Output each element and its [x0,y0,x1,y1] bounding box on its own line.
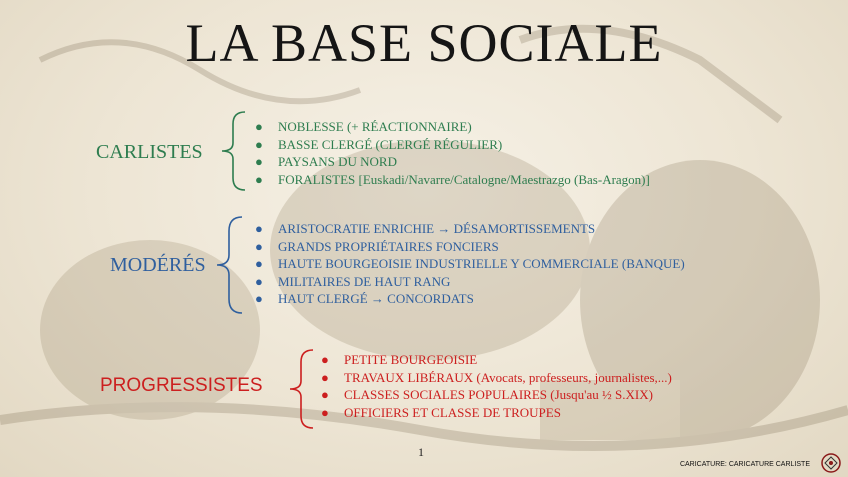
bullet-icon: ● [255,238,263,254]
bullet-icon: ● [255,154,263,169]
bullet-icon: ● [255,171,263,187]
creative-commons-logo-icon [818,452,844,474]
bullet-icon: ● [255,136,263,152]
bullet-icon: ● [321,404,329,420]
list-item: ● PAYSANS DU NORD [255,154,397,169]
bullet-icon: ● [255,221,263,236]
list-item: ● TRAVAUX LIBÉRAUX (Avocats, professeurs, journalistes,...) [321,369,672,385]
list-item: ● GRANDS PROPRIÉTAIRES FONCIERS [255,238,499,254]
slide-title: LA BASE SOCIALE [185,13,663,73]
list-item: ● FORALISTES [Euskadi/Navarre/Catalogne/Maestrazgo (Bas-Aragon)] [255,171,650,187]
list-item: ● HAUT CLERGÉ → CONCORDATS [255,291,474,306]
bullet-icon: ● [321,387,329,402]
image-credit: CARICATURE: CARICATURE CARLISTE [679,461,810,468]
bullet-icon: ● [321,369,329,385]
list-item: ● NOBLESSE (+ RÉACTIONNAIRE) [255,119,472,134]
list-item: ● BASSE CLERGÉ (CLERGÉ RÉGULIER) [255,136,503,152]
bullet-icon: ● [255,273,263,289]
list-item: ● MILITAIRES DE HAUT RANG [255,273,451,289]
list-item: ● CLASSES SOCIALES POPULAIRES (Jusqu'au ½ S.XIX) [321,387,653,402]
bullet-icon: ● [255,256,263,271]
list-item: ● HAUTE BOURGEOISIE INDUSTRIELLE Y COMMERCIALE (BANQUE) [255,256,685,271]
moderes-list [252,220,685,308]
brace-carlistes [219,110,249,192]
bullet-icon: ● [255,291,263,306]
carlistes-list [252,118,650,188]
progressistes-list [318,351,672,421]
group-label-moderes: MODÉRÉS [110,254,206,276]
brace-moderes [214,215,246,315]
page-number: 1 [418,445,424,459]
group-label-progressistes: PROGRESSISTES [100,375,263,396]
list-item: ● PETITE BOURGEOISIE [321,352,478,367]
brace-progressistes [287,348,317,430]
bullet-icon: ● [321,352,329,367]
bullet-icon: ● [255,119,263,134]
list-item: ● ARISTOCRATIE ENRICHIE → DÉSAMORTISSEMENTS [255,221,596,236]
group-label-carlistes: CARLISTES [96,141,203,163]
list-item: ● OFFICIERS ET CLASSE DE TROUPES [321,404,561,420]
